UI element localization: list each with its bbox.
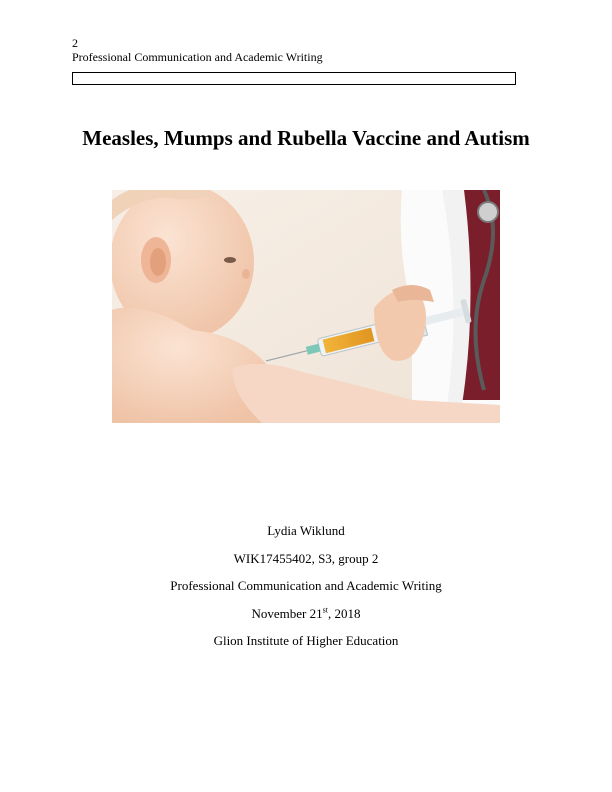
student-id: WIK17455402, S3, group 2 <box>233 551 379 566</box>
date-ordinal: st <box>322 605 328 615</box>
date-month-day: November 21 <box>251 606 323 621</box>
header-box <box>72 72 516 85</box>
vaccination-photo <box>112 190 500 423</box>
institution-name: Glion Institute of Higher Education <box>213 633 399 648</box>
submission-date <box>0 606 612 622</box>
date-year: , 2018 <box>327 606 361 621</box>
author-name: Lydia Wiklund <box>267 523 345 538</box>
document-title: Measles, Mumps and Rubella Vaccine and Autism <box>82 126 530 150</box>
course-name: Professional Communication and Academic Writing <box>170 578 442 593</box>
running-header: Professional Communication and Academic Writing <box>72 50 323 64</box>
page-number: 2 <box>72 36 78 50</box>
